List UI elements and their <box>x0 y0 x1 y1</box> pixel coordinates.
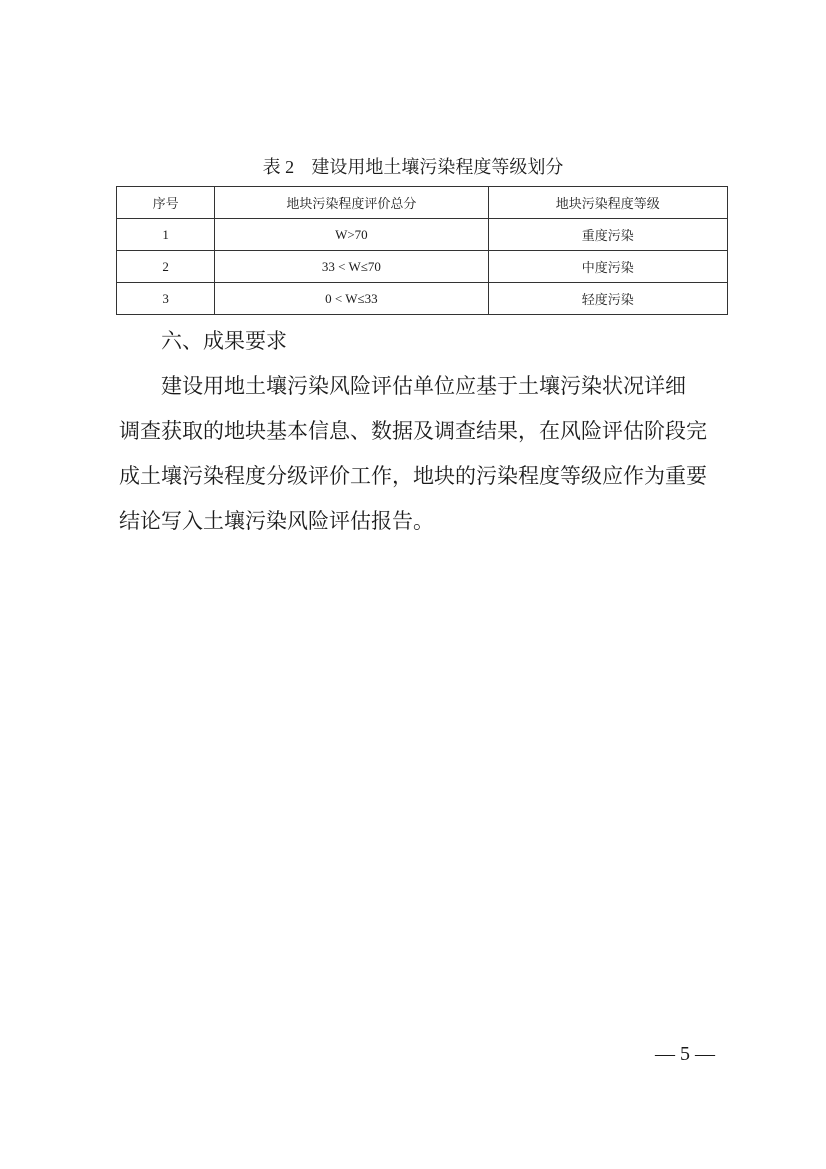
header-pollution-grade: 地块污染程度等级 <box>488 187 727 219</box>
header-serial-number: 序号 <box>117 187 215 219</box>
table-row <box>117 251 728 283</box>
row-score-range: W>70 <box>215 219 488 251</box>
row-pollution-grade: 中度污染 <box>488 251 727 283</box>
row-pollution-grade: 重度污染 <box>488 219 727 251</box>
row-score-range: 0 < W≤33 <box>215 283 488 315</box>
page-number: — 5 — <box>655 1043 715 1065</box>
table-header-row <box>117 187 728 219</box>
row-serial-number: 3 <box>117 283 215 315</box>
table-row <box>117 283 728 315</box>
paragraph-line: 成土壤污染程度分级评价工作，地块的污染程度等级应作为重要 <box>119 464 707 488</box>
row-serial-number: 2 <box>117 251 215 283</box>
pollution-grade-table <box>116 186 728 315</box>
paragraph-line: 结论写入土壤污染风险评估报告。 <box>119 509 434 533</box>
paragraph-line: 调查获取的地块基本信息、数据及调查结果，在风险评估阶段完 <box>119 419 707 443</box>
section-paragraph <box>119 364 731 544</box>
row-pollution-grade: 轻度污染 <box>488 283 727 315</box>
row-serial-number: 1 <box>117 219 215 251</box>
table-row <box>117 219 728 251</box>
table-caption <box>0 154 826 181</box>
section-heading: 六、成果要求 <box>161 329 287 353</box>
row-score-range: 33 < W≤70 <box>215 251 488 283</box>
header-total-score: 地块污染程度评价总分 <box>215 187 488 219</box>
paragraph-line: 建设用地土壤污染风险评估单位应基于土壤污染状况详细 <box>161 374 686 398</box>
table-caption-title: 建设用地土壤污染程度等级划分 <box>311 157 564 178</box>
table-caption-label: 表 2 <box>262 157 295 177</box>
